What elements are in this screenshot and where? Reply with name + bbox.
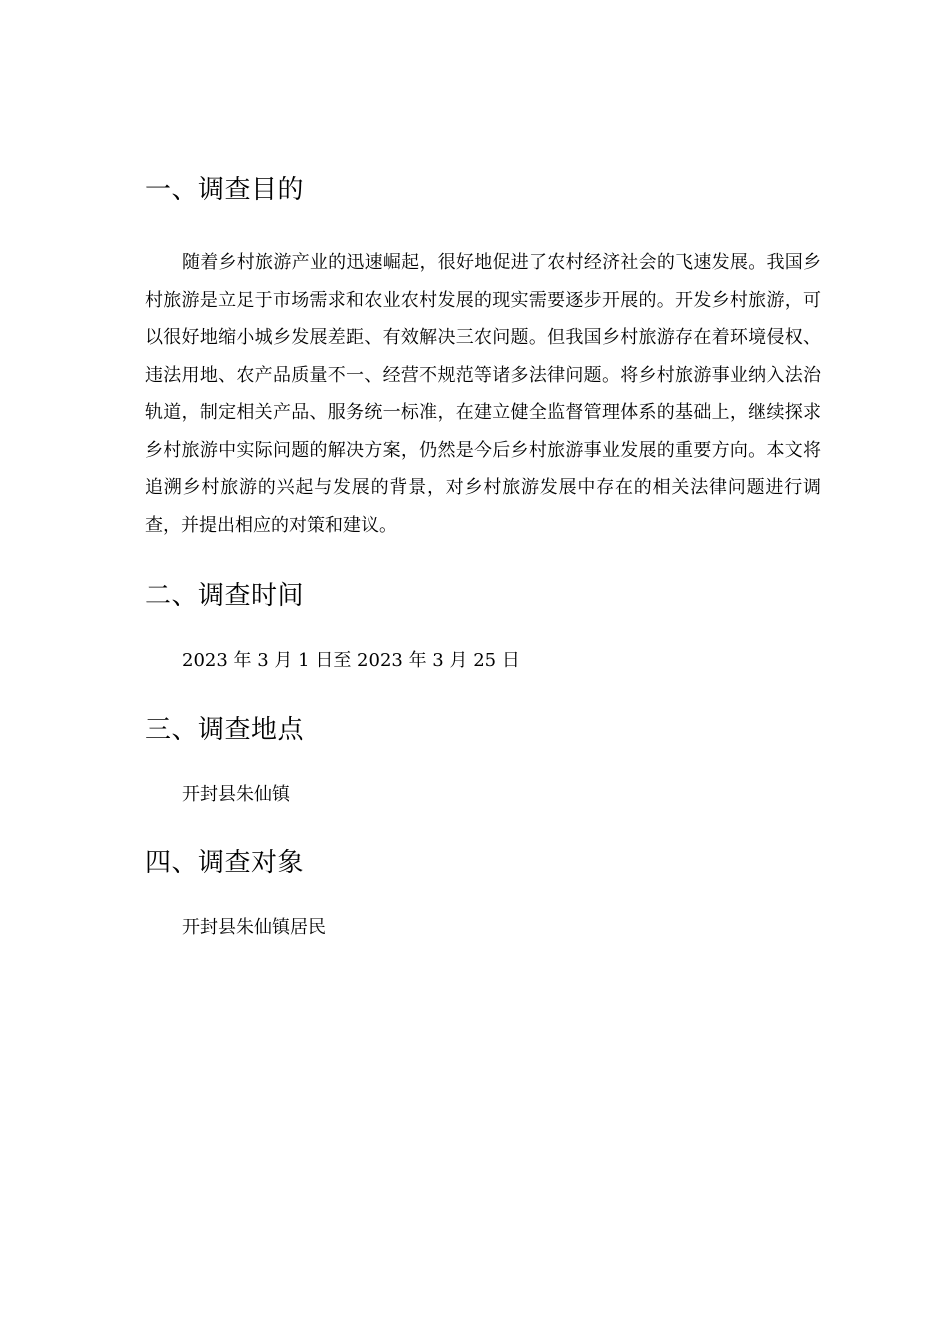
section-body-purpose: 随着乡村旅游产业的迅速崛起，很好地促进了农村经济社会的飞速发展。我国乡村旅游是立足于市场需求和农业农村发展的现实需要逐步开展的。开发乡村旅游，可以很好地缩小城乡发展差距、有效解决三农问题。但我国乡村旅游存在着环境侵权、违法用地、农产品质量不一、经营不规范等诸多法律问题。将乡村旅游事业纳入法治轨道，制定相关产品、服务统一标准，在建立健全监督管理体系的基础上，继续探求乡村旅游中实际问题的解决方案，仍然是今后乡村旅游事业发展的重要方向。本文将追溯乡村旅游的兴起与发展的背景，对乡村旅游发展中存在的相关法律问题进行调查，并提出相应的对策和建议。 — [145, 252, 821, 536]
section-purpose — [145, 170, 821, 544]
section-location — [145, 710, 821, 814]
section-body-subjects: 开封县朱仙镇居民 — [182, 917, 326, 938]
section-subjects — [145, 843, 821, 947]
section-heading-purpose: 一、调查目的 — [145, 175, 305, 205]
document-content — [145, 170, 821, 947]
section-time — [145, 576, 821, 680]
section-body-location: 开封县朱仙镇 — [182, 783, 290, 805]
section-heading-time: 二、调查时间 — [145, 581, 305, 611]
section-heading-location: 三、调查地点 — [145, 714, 305, 745]
section-heading-subjects: 四、调查对象 — [145, 848, 305, 878]
section-body-time: 2023 年 3 月 1 日至 2023 年 3 月 25 日 — [182, 650, 520, 671]
